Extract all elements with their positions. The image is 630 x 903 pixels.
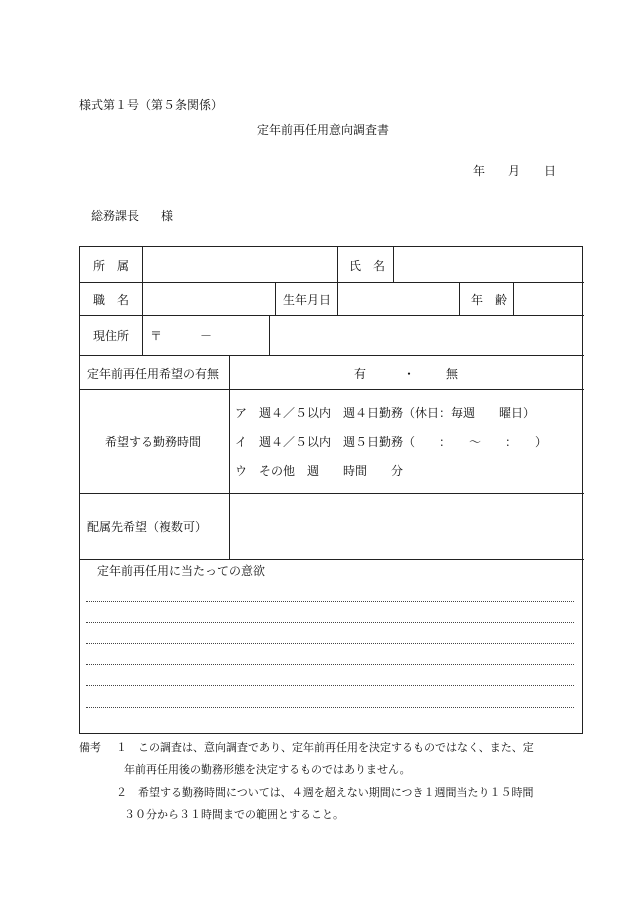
- col-divider: [269, 315, 270, 355]
- work-option-c: ウ その他 週 時間 分: [235, 464, 404, 478]
- col-divider: [459, 282, 460, 315]
- label-address: 現住所: [93, 329, 130, 343]
- postal-dash: －: [200, 329, 213, 343]
- note-1-line-1: この調査は、意向調査であり、定年前再任用を決定するものではなく、また、定: [138, 741, 534, 754]
- label-motivation: 定年前再任用に当たっての意欲: [97, 564, 266, 578]
- row-divider: [80, 559, 584, 560]
- row-divider: [80, 389, 584, 390]
- label-assignment: 配属先希望（複数可）: [87, 520, 208, 534]
- label-age: 年 齢: [471, 293, 508, 307]
- col-divider: [142, 315, 143, 355]
- option-no: 無: [446, 367, 459, 381]
- writing-line: [86, 664, 574, 665]
- label-name: 氏 名: [349, 259, 386, 273]
- col-divider: [337, 282, 338, 315]
- writing-line: [86, 601, 574, 602]
- row-divider: [80, 355, 584, 356]
- col-divider: [142, 247, 143, 315]
- note-2-line-1: 希望する勤務時間については、４週を超えない期間につき１週間当たり１５時間: [138, 786, 534, 799]
- option-yes: 有: [354, 367, 367, 381]
- col-divider: [229, 355, 230, 559]
- date-year-label: 年: [473, 164, 486, 178]
- date-day-label: 日: [544, 164, 557, 178]
- col-divider: [275, 282, 276, 315]
- row-divider: [80, 315, 584, 316]
- note-1-line-2: 年前再任用後の勤務形態を決定するものではありません。: [124, 763, 411, 776]
- label-position: 職 名: [93, 293, 130, 307]
- option-separator: ・: [403, 367, 416, 381]
- work-option-a: ア 週４／５以内 週４日勤務（休日：毎週 曜日）: [235, 406, 536, 420]
- survey-form-table: [79, 246, 583, 734]
- label-hope-exists: 定年前再任用希望の有無: [87, 367, 220, 381]
- col-divider: [337, 247, 338, 282]
- writing-line: [86, 685, 574, 686]
- document-title: 定年前再任用意向調査書: [257, 123, 390, 137]
- note-2-number: ２: [116, 786, 127, 799]
- notes-heading: 備考: [79, 741, 101, 754]
- col-divider: [513, 282, 514, 315]
- note-2-line-2: ３０分から３１時間までの範囲とすること。: [124, 808, 344, 821]
- row-divider: [80, 493, 584, 494]
- form-number: 様式第１号（第５条関係）: [79, 98, 224, 112]
- label-work-hours: 希望する勤務時間: [105, 435, 202, 449]
- col-divider: [393, 247, 394, 282]
- writing-line: [86, 643, 574, 644]
- date-month-label: 月: [508, 164, 521, 178]
- note-1-number: １: [116, 741, 127, 754]
- addressee-name: 総務課長: [91, 209, 140, 223]
- postal-mark: 〒: [150, 329, 163, 343]
- work-option-b: イ 週４／５以内 週５日勤務（ ： 〜 ： ）: [235, 435, 548, 449]
- writing-line: [86, 622, 574, 623]
- label-affiliation: 所 属: [93, 259, 130, 273]
- addressee-honorific: 様: [161, 209, 174, 223]
- row-divider: [80, 282, 584, 283]
- label-birthdate: 生年月日: [283, 293, 332, 307]
- writing-line: [86, 707, 574, 708]
